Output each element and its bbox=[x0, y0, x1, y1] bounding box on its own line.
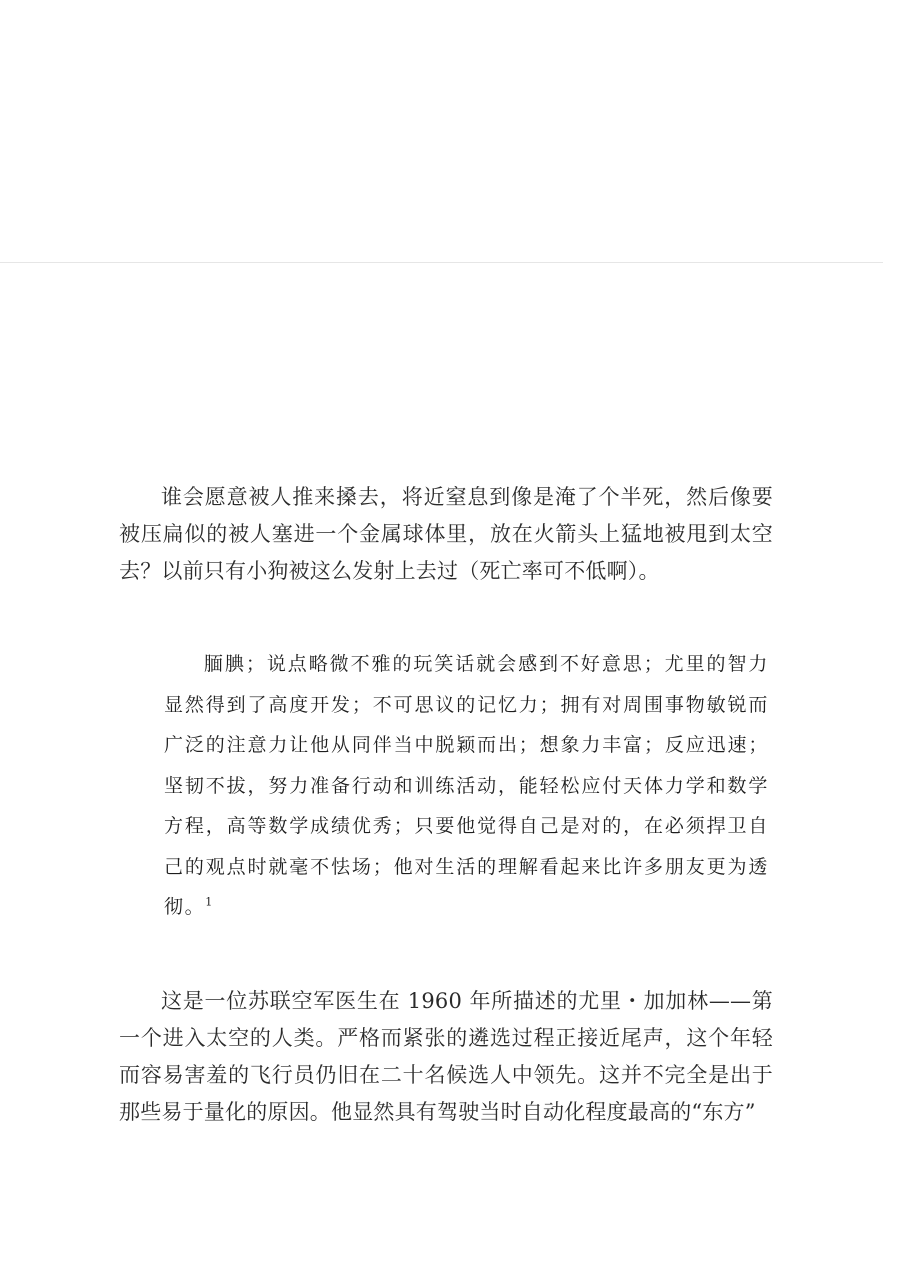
body-paragraph-1: 谁会愿意被人推来搡去，将近窒息到像是淹了个半死，然后像要被压扁似的被人塞进一个金属球体里，放在火箭头上猛地被甩到太空去？以前只有小狗被这么发射上去过（死亡率可不低啊）。 bbox=[119, 485, 773, 583]
header-divider bbox=[0, 262, 883, 263]
block-quote-text: 腼腆；说点略微不雅的玩笑话就会感到不好意思；尤里的智力显然得到了高度开发；不可思议的记忆力；拥有对周围事物敏锐而广泛的注意力让他从同伴当中脱颖而出；想象力丰富；反应迅速；坚韧不拔，努力准备行动和训练活动，能轻松应付天体力学和数学方程，高等数学成绩优秀；只要他觉得自己是对的，在必须捍卫自己的观点时就毫不怯场；他对生活的理解看起来比许多朋友更为透彻。 bbox=[164, 653, 769, 918]
body-paragraph-2: 这是一位苏联空军医生在 1960 年所描述的尤里・加加林——第一个进入太空的人类。严格而紧张的遴选过程正接近尾声，这个年轻而容易害羞的飞行员仍旧在二十名候选人中领先。这并不完全是出于那些易于量化的原因。他显然具有驾驶当时自动化程度最高的“东方” bbox=[119, 989, 773, 1124]
block-quote bbox=[164, 644, 769, 928]
footnote-marker[interactable]: 1 bbox=[205, 895, 213, 909]
